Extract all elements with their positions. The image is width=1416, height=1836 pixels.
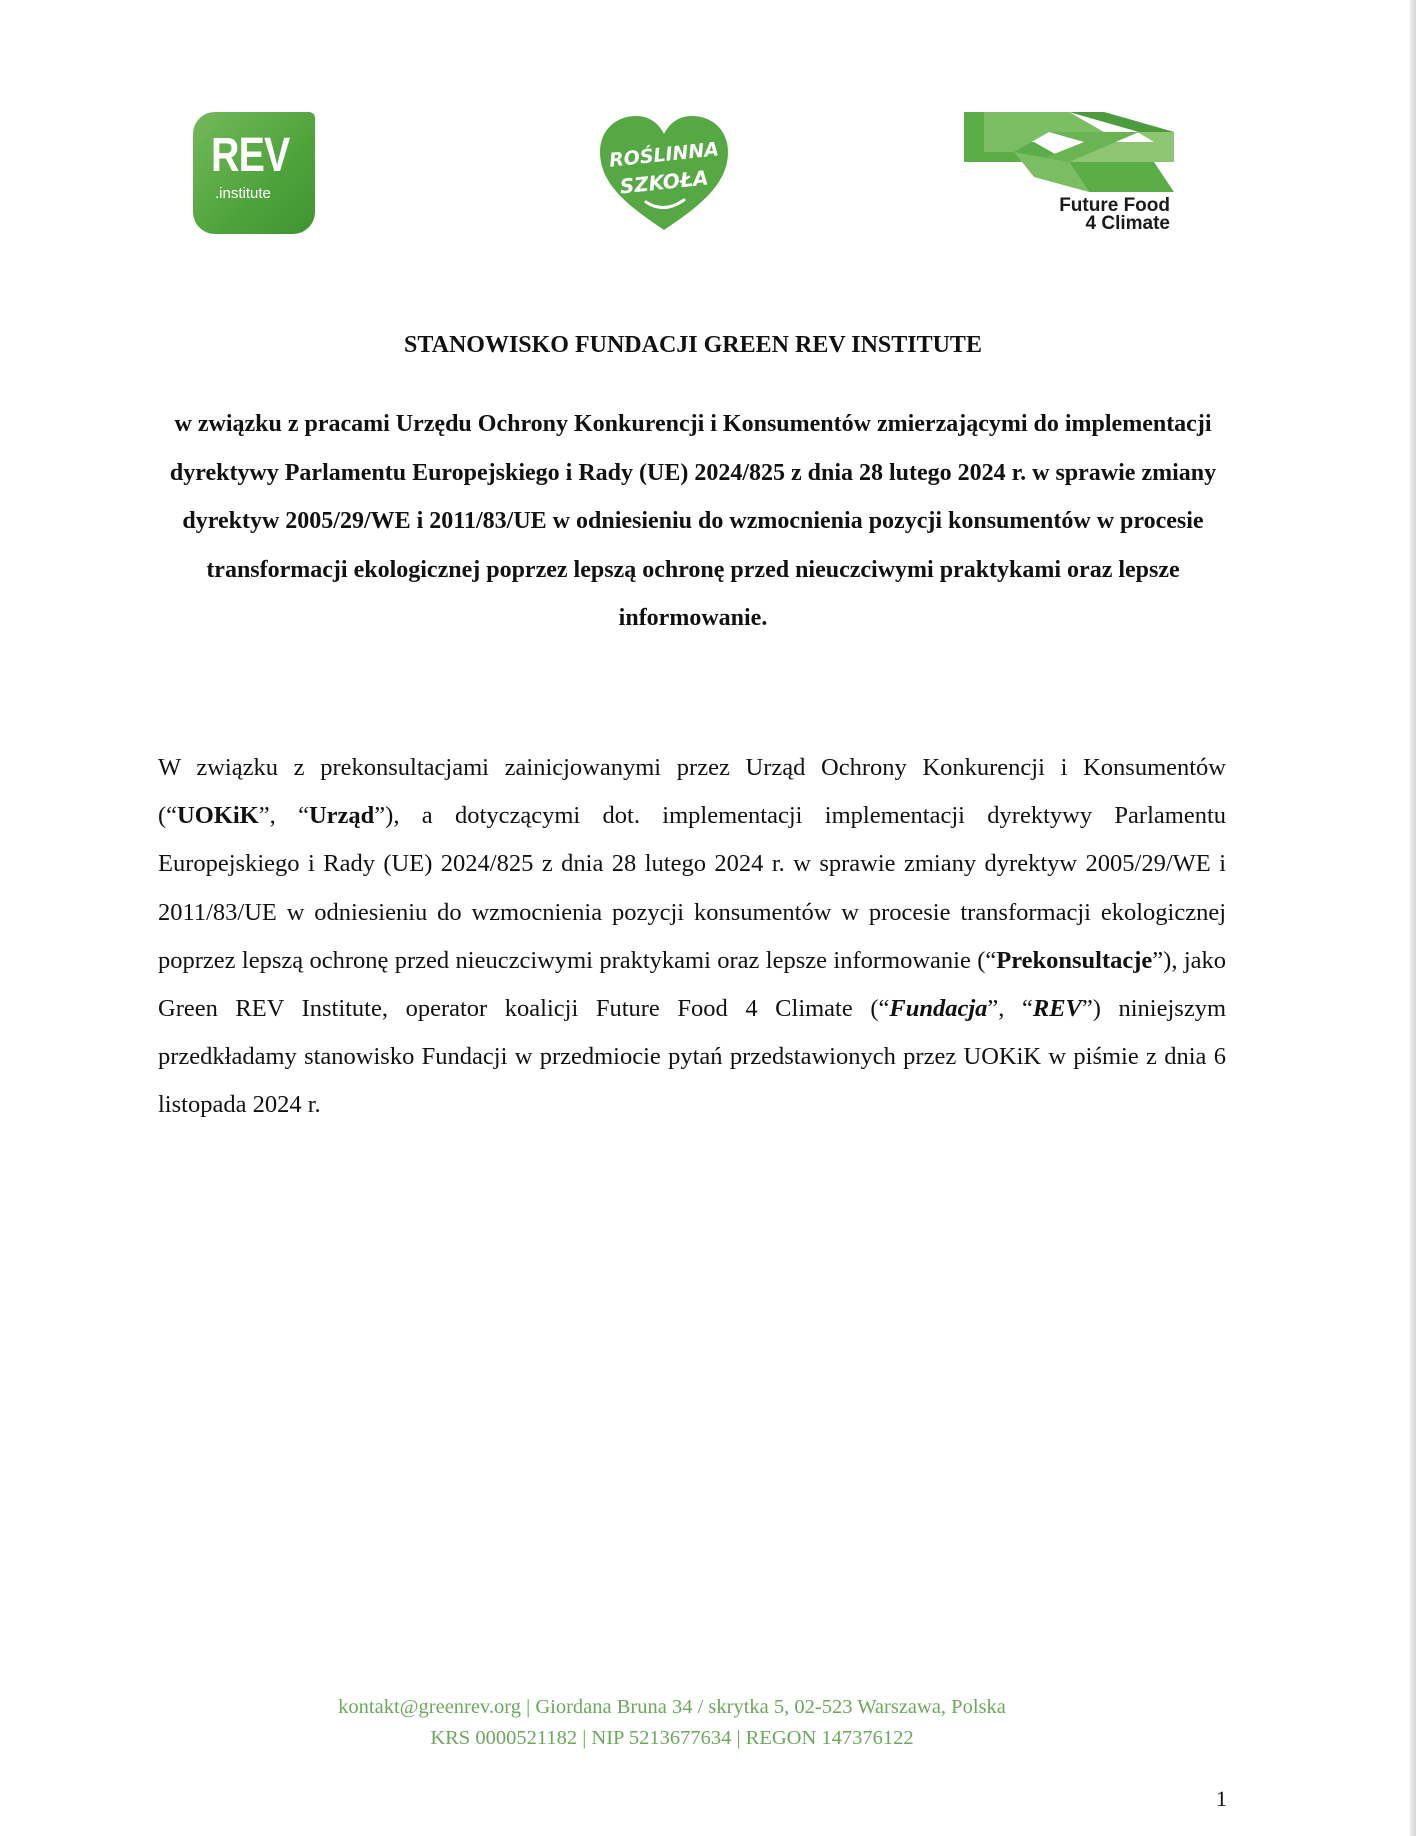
rev-logo-text: REV xyxy=(211,129,290,182)
body-text-segment: ”) niniejszym przedkładamy stanowisko Fundacji w przedmiocie pytań przedstawionych przez UOKiK w piśmie z dnia 6 listopada 2024 r. xyxy=(158,995,1227,1119)
footer-contact-line: kontakt@greenrev.org | Giordana Bruna 34 / skrytka 5, 02-523 Warszawa, Polska xyxy=(338,1696,1006,1718)
body-text-segment: ”, “ xyxy=(258,802,309,830)
body-text-segment: ”), jako Green REV Institute, operator koalicji Future Food 4 Climate (“ xyxy=(158,946,1227,1023)
document-title: STANOWISKO FUNDACJI GREEN REV INSTITUTE xyxy=(404,332,982,358)
defined-term-fundacja: Fundacja xyxy=(889,995,988,1023)
page-number: 1 xyxy=(1216,1786,1227,1811)
body-text-segment: W związku z prekonsultacjami zainicjowanymi przez Urząd Ochrony Konkurencji i Konsumentów (“ xyxy=(158,754,1226,830)
ff4c-logo-line1: Future Food xyxy=(1059,195,1170,216)
roslinna-logo-line2: SZKOŁA xyxy=(618,165,710,199)
roslinna-szkola-logo xyxy=(598,114,730,232)
body-text-segment: ”), a dotyczącymi dot. implementacji implementacji dyrektywy Parlamentu Europejskiego i Rady (UE) 2024/825 z dnia 28 lutego 2024 r. w sprawie zmiany dyrektyw 2005/29/WE i 2011/83/UE w odniesieniu do wzmocnienia pozycji konsumentów w procesie transformacji ekologicznej poprzez lepszą ochronę przed nieuczciwymi praktykami oraz lepsze informowanie (“ xyxy=(158,802,1226,974)
document-subtitle: w związku z pracami Urzędu Ochrony Konkurencji i Konsumentów zmierzającymi do implementacji dyrektywy Parlamentu Europejskiego i Rady (UE) 2024/825 z dnia 28 lutego 2024 r. w sprawie zmiany dyrektyw 2005/29/WE i 2011/83/UE w odniesieniu do wzmocnienia pozycji konsumentów w procesie transformacji ekologicznej poprzez lepszą ochronę przed nieuczciwymi praktykami oraz lepsze informowanie. xyxy=(169,411,1217,631)
defined-term-prekonsultacje: Prekonsultacje xyxy=(996,946,1153,974)
defined-term-urzad: Urząd xyxy=(308,802,375,830)
rev-logo-subtext: .institute xyxy=(215,185,271,202)
ff4c-logo-line2: 4 Climate xyxy=(1085,213,1170,234)
rev-institute-logo xyxy=(193,112,315,234)
footer-registry-line: KRS 0000521182 | NIP 5213677634 | REGON 147376122 xyxy=(430,1727,914,1749)
page-edge xyxy=(1410,0,1416,1836)
roslinna-logo-line1: ROŚLINNA xyxy=(608,138,720,172)
ribbon-icon xyxy=(964,112,1174,192)
body-text-segment: ”, “ xyxy=(987,995,1033,1023)
defined-term-uokik: UOKiK xyxy=(177,802,259,830)
future-food-4-climate-logo xyxy=(964,112,1174,236)
defined-term-rev: REV xyxy=(1032,995,1082,1023)
body-paragraph xyxy=(158,744,1226,1130)
